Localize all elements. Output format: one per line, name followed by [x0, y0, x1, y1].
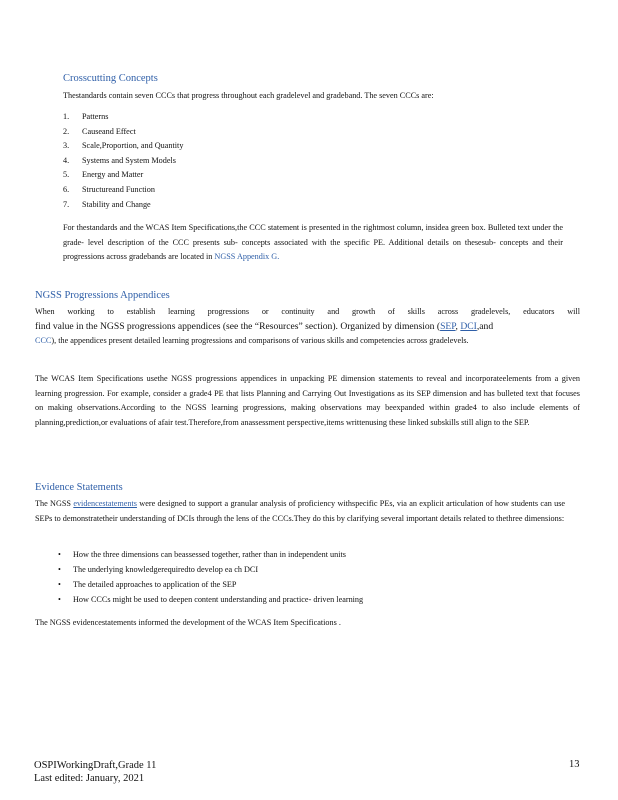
list-item: • How CCCs might be used to deepen content understanding and practice- driven learning: [58, 592, 363, 607]
bullet-icon: •: [58, 595, 61, 604]
progressions-paragraph-2: The WCAS Item Specifications usethe NGSS progressions appendices in unpacking PE dimension statements to reveal and incorporateelements from a given learning progression. For example, consider a grade4 PE that lists Planning and Carrying Out Investigations as its SEP dimension and has bulleted text that focuses on making observations.According to the NGSS learning progressions, making observations may beexpanded within grade4 to also include elements of planning,prediction,or evaluations of afair test.Therefore,from anassessment perspective,items writtenusing these linked subskills still align to the SEP.: [35, 374, 580, 427]
list-item: 7. Stability and Change: [63, 199, 151, 209]
footer-last-edited: Last edited: January, 2021: [34, 773, 145, 784]
list-item: 2. Causeand Effect: [63, 126, 136, 136]
bullet-icon: •: [58, 565, 61, 574]
list-item: 4. Systems and System Models: [63, 155, 176, 165]
ccc-detail-paragraph: [63, 221, 563, 265]
page-number: 13: [569, 759, 580, 770]
ccc-heading: Crosscutting Concepts: [63, 73, 158, 84]
list-item: 3. Scale,Proportion, and Quantity: [63, 141, 184, 151]
evidence-statements-link[interactable]: evidencestatements: [73, 499, 137, 508]
bullet-icon: •: [58, 550, 61, 559]
progressions-paragraph-1: [35, 305, 580, 349]
progressions-line-2: find value in the NGSS progressions appendices (see the “Resources” section). Organized by dimension (SEP, DCI,and: [35, 320, 494, 332]
list-item: • The underlying knowledgerequiredto develop ea ch DCI: [58, 562, 363, 577]
ccc-list: [63, 110, 183, 212]
ccc-link[interactable]: CCC: [35, 336, 52, 346]
list-item: • How the three dimensions can beassessed together, rather than in independent units: [58, 547, 363, 562]
list-item: 1. Patterns: [63, 112, 109, 121]
evidence-heading: Evidence Statements: [35, 482, 123, 493]
progressions-line-1: When working to establish learning progressions or continuity and growth of skills across gradelevels, educators will: [35, 307, 580, 316]
ngss-appendix-g-link[interactable]: NGSS Appendix G.: [214, 252, 280, 262]
bullet-icon: •: [58, 580, 61, 589]
progressions-heading: NGSS Progressions Appendices: [35, 290, 170, 301]
evidence-bullet-list: [58, 547, 363, 607]
list-item: 5. Energy and Matter: [63, 170, 144, 180]
footer-draft-label: OSPIWorkingDraft,Grade 11: [34, 760, 157, 771]
progressions-line-3: CCC), the appendices present detailed learning progressions and comparisons of various skills and competencies across gradelevels.: [35, 336, 469, 346]
list-item: • The detailed approaches to application of the SEP: [58, 577, 363, 592]
list-item: 6. Structureand Function: [63, 184, 155, 194]
dci-link[interactable]: DCI: [460, 320, 477, 332]
ccc-intro: Thestandards contain seven CCCs that progress throughout each gradelevel and gradeband. The seven CCCs are:: [63, 91, 434, 100]
evidence-paragraph: The NGSS evidencestatements were designed to support a granular analysis of proficiency withspecific PEs, via an explicit articulation of how students can use SEPs to demonstratetheir understanding of DCIs through the lens of the CCCs.They do this by clarifying several important details related to thethree dimensions:: [35, 499, 566, 523]
sep-link[interactable]: SEP: [440, 320, 456, 332]
page-footer: [34, 759, 156, 785]
evidence-closing: The NGSS evidencestatements informed the development of the WCAS Item Specifications .: [35, 618, 341, 627]
ccc-detail-text: For thestandards and the WCAS Item Specifications,the CCC statement is presented in the rightmost column, insidea green box. Bulleted text under the grade- level description of the CCC presents sub- concepts associated with the specific PE. Additional details on thesesub- concepts and their progressions across gradebands are located in: [63, 223, 563, 262]
